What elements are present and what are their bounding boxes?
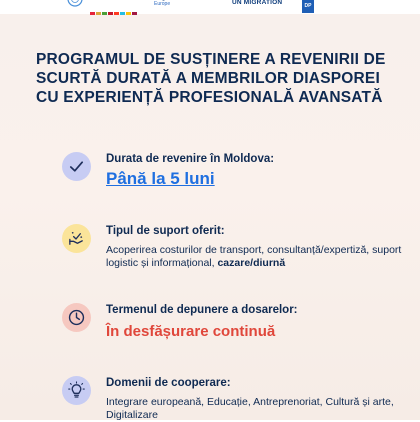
item-cooperation-domains xyxy=(62,376,402,420)
item-label: Domenii de cooperare: xyxy=(106,377,231,389)
submission-status-value: În desfășurare continuă xyxy=(106,323,276,340)
undp-logo: DP xyxy=(302,0,314,13)
item-icon-circle xyxy=(62,303,91,332)
iom-logo xyxy=(154,0,212,15)
iom-logo-line2: Europe xyxy=(154,1,171,7)
item-text xyxy=(106,152,402,189)
item-body: Integrare europeană, Educație, Antreprenoriat, Cultură și arte, Digitalizare xyxy=(106,396,394,421)
un-emblem-icon xyxy=(63,0,87,10)
item-icon-circle xyxy=(62,152,91,181)
checkmark-icon xyxy=(67,157,86,176)
item-return-duration xyxy=(62,152,402,202)
hand-support-icon xyxy=(67,229,86,248)
item-text xyxy=(106,224,402,270)
item-submission-deadline xyxy=(62,303,402,359)
item-icon-circle xyxy=(62,376,91,405)
item-text xyxy=(106,376,402,422)
partner-logos-strip xyxy=(0,0,420,14)
item-label: Durata de revenire în Moldova: xyxy=(106,153,275,165)
lightbulb-icon xyxy=(67,381,86,400)
sdg-color-bar xyxy=(90,2,144,10)
un-migration-logo: UN MIGRATION xyxy=(232,0,283,6)
item-text xyxy=(106,303,402,341)
item-label: Tipul de suport oferit: xyxy=(106,225,225,237)
item-body-bold: cazare/diurnă xyxy=(217,257,286,269)
item-support-type xyxy=(62,224,402,284)
page-title: PROGRAMUL DE SUSȚINERE A REVENIRII DE SCURTĂ DURATĂ A MEMBRILOR DIASPOREI CU EXPERIENȚĂ PROFESIONALĂ AVANSATĂ xyxy=(36,51,386,106)
return-duration-value: Până la 5 luni xyxy=(106,169,215,188)
item-icon-circle xyxy=(62,224,91,253)
item-body-text: Acoperirea costurilor de transport, consultanță/expertiză, suport logistic și informațional, xyxy=(106,244,402,269)
clock-icon xyxy=(67,308,86,327)
item-label: Termenul de depunere a dosarelor: xyxy=(106,304,298,316)
item-body xyxy=(106,244,402,270)
